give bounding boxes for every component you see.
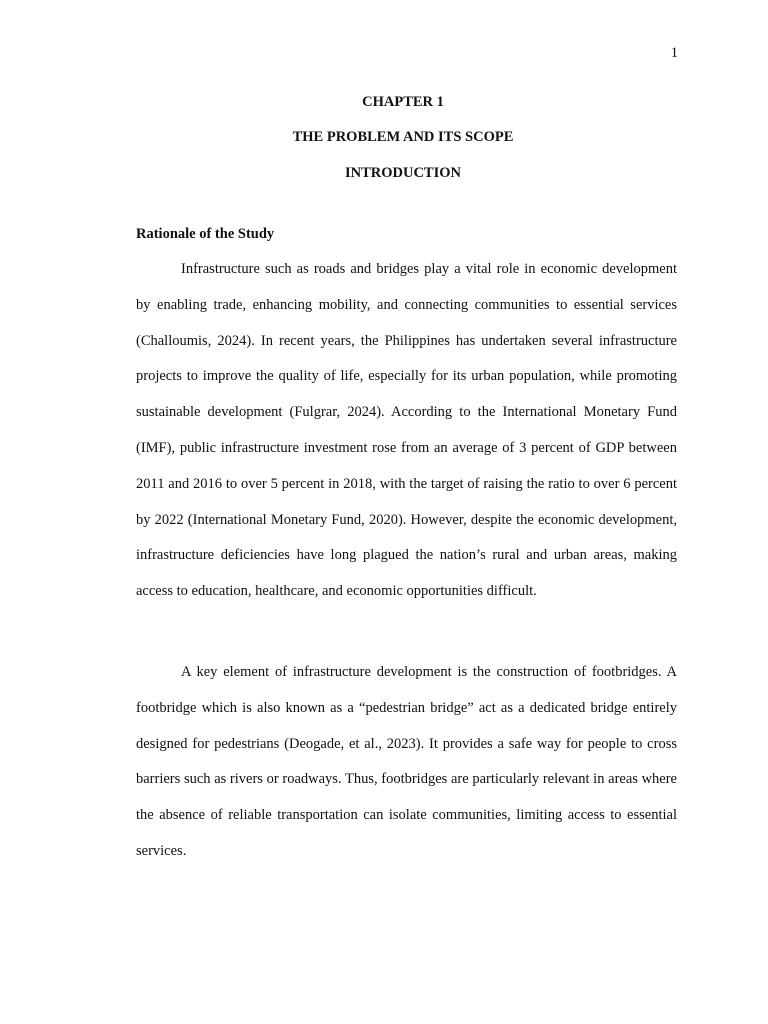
rationale-heading: Rationale of the Study <box>136 226 275 242</box>
section-heading-introduction: INTRODUCTION <box>344 165 461 181</box>
rationale-paragraph-2: A key element of infrastructure development is the construction of footbridges. A footbridge which is also known as a “pedestrian bridge” act as a dedicated bridge entirely designed for pedestrians (Deogade, et al., 2023). It provides a safe way for people to cross barriers such as rivers or roadways. Thus, footbridges are particularly relevant in areas where the absence of reliable transportation can isolate communities, limiting access to essential services. <box>136 664 677 859</box>
chapter-heading: CHAPTER 1 <box>362 94 444 110</box>
page-number: 1 <box>670 45 678 61</box>
chapter-title: THE PROBLEM AND ITS SCOPE <box>292 129 514 145</box>
rationale-paragraph-1: Infrastructure such as roads and bridges play a vital role in economic development by enabling trade, enhancing mobility, and connecting communities to essential services (Challoumis, 2024). In recent years, the Philippines has undertaken several infrastructure projects to improve the quality of life, especially for its urban population, while promoting sustainable development (Fulgrar, 2024). According to the International Monetary Fund (IMF), public infrastructure investment rose from an average of 3 percent of GDP between 2011 and 2016 to over 5 percent in 2018, with the target of raising the ratio to over 6 percent by 2022 (International Monetary Fund, 2020). However, despite the economic development, infrastructure deficiencies have long plagued the nation’s rural and urban areas, making access to education, healthcare, and economic opportunities difficult. <box>136 261 677 600</box>
